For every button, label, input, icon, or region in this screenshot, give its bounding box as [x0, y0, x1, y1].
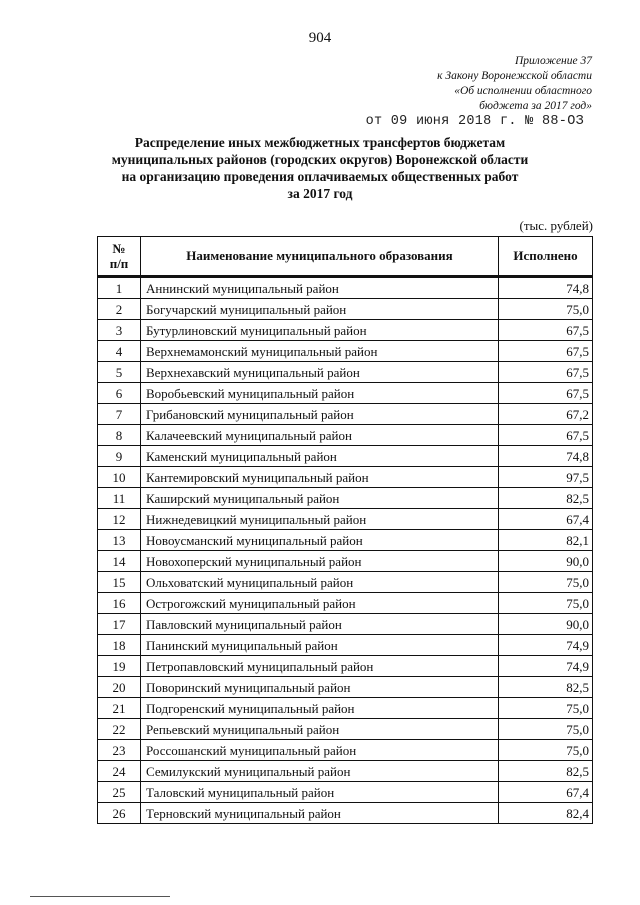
municipality-name: Острогожский муниципальный район	[141, 593, 499, 614]
table-row	[98, 761, 593, 782]
municipality-name: Павловский муниципальный район	[141, 614, 499, 635]
row-number: 1	[98, 277, 141, 299]
row-number: 14	[98, 551, 141, 572]
title-line: Распределение иных межбюджетных трансфертов бюджетам	[134, 135, 506, 150]
table-row	[98, 593, 593, 614]
executed-amount: 67,4	[499, 782, 593, 803]
executed-amount: 67,2	[499, 404, 593, 425]
municipality-name: Ольховатский муниципальный район	[141, 572, 499, 593]
executed-amount: 90,0	[499, 614, 593, 635]
executed-amount: 67,5	[499, 383, 593, 404]
row-number: 24	[98, 761, 141, 782]
executed-amount: 82,5	[499, 677, 593, 698]
row-number: 13	[98, 530, 141, 551]
executed-amount: 67,5	[499, 425, 593, 446]
table-row	[98, 614, 593, 635]
row-number: 9	[98, 446, 141, 467]
municipality-name: Грибановский муниципальный район	[141, 404, 499, 425]
table-row	[98, 488, 593, 509]
header-number-abbr: п/п	[109, 256, 129, 271]
header-name: Наименование муниципального образования	[141, 237, 499, 277]
municipality-name: Каменский муниципальный район	[141, 446, 499, 467]
table-row	[98, 782, 593, 803]
municipality-name: Калачеевский муниципальный район	[141, 425, 499, 446]
row-number: 15	[98, 572, 141, 593]
executed-amount: 67,5	[499, 341, 593, 362]
row-number: 26	[98, 803, 141, 824]
table-row	[98, 425, 593, 446]
executed-amount: 75,0	[499, 593, 593, 614]
row-number: 7	[98, 404, 141, 425]
municipality-name: Нижнедевицкий муниципальный район	[141, 509, 499, 530]
table-row	[98, 677, 593, 698]
municipality-name: Россошанский муниципальный район	[141, 740, 499, 761]
appendix-line: «Об исполнении областного	[454, 85, 592, 97]
row-number: 25	[98, 782, 141, 803]
executed-amount: 82,1	[499, 530, 593, 551]
municipality-name: Богучарский муниципальный район	[141, 299, 499, 320]
row-number: 22	[98, 719, 141, 740]
table-row	[98, 530, 593, 551]
table-row	[98, 551, 593, 572]
appendix-line: бюджета за 2017 год»	[479, 100, 592, 112]
appendix-line: к Закону Воронежской области	[437, 70, 592, 82]
row-number: 8	[98, 425, 141, 446]
municipality-name: Новоусманский муниципальный район	[141, 530, 499, 551]
executed-amount: 97,5	[499, 467, 593, 488]
table-row	[98, 277, 593, 299]
row-number: 3	[98, 320, 141, 341]
table-body	[98, 277, 593, 824]
executed-amount: 74,9	[499, 635, 593, 656]
table-row	[98, 404, 593, 425]
row-number: 11	[98, 488, 141, 509]
executed-amount: 82,4	[499, 803, 593, 824]
table-row	[98, 803, 593, 824]
distribution-table	[97, 236, 593, 824]
municipality-name: Верхнемамонский муниципальный район	[141, 341, 499, 362]
table-row	[98, 656, 593, 677]
appendix-reference	[437, 54, 592, 114]
row-number: 21	[98, 698, 141, 719]
row-number: 19	[98, 656, 141, 677]
title-line: муниципальных районов (городских округов) Воронежской области	[111, 152, 529, 167]
row-number: 20	[98, 677, 141, 698]
document-title	[100, 134, 540, 202]
header-number	[98, 237, 141, 277]
header-row	[98, 237, 593, 277]
executed-amount: 67,5	[499, 320, 593, 341]
table-row	[98, 446, 593, 467]
row-number: 5	[98, 362, 141, 383]
title-line: на организацию проведения оплачиваемых общественных работ	[121, 169, 519, 184]
table-row	[98, 509, 593, 530]
executed-amount: 67,4	[499, 509, 593, 530]
row-number: 2	[98, 299, 141, 320]
executed-amount: 75,0	[499, 740, 593, 761]
executed-amount: 74,8	[499, 446, 593, 467]
appendix-line: Приложение 37	[514, 55, 592, 67]
municipality-name: Петропавловский муниципальный район	[141, 656, 499, 677]
table-row	[98, 341, 593, 362]
executed-amount: 74,9	[499, 656, 593, 677]
table-row	[98, 467, 593, 488]
executed-amount: 82,5	[499, 761, 593, 782]
executed-amount: 75,0	[499, 719, 593, 740]
municipality-name: Кантемировский муниципальный район	[141, 467, 499, 488]
table-row	[98, 635, 593, 656]
table-row	[98, 719, 593, 740]
page-number: 904	[308, 30, 332, 46]
row-number: 4	[98, 341, 141, 362]
row-number: 23	[98, 740, 141, 761]
municipality-name: Семилукский муниципальный район	[141, 761, 499, 782]
table-row	[98, 698, 593, 719]
municipality-name: Репьевский муниципальный район	[141, 719, 499, 740]
municipality-name: Панинский муниципальный район	[141, 635, 499, 656]
municipality-name: Терновский муниципальный район	[141, 803, 499, 824]
header-value: Исполнено	[499, 237, 593, 277]
table-header	[98, 237, 593, 277]
unit-note: (тыс. рублей)	[519, 218, 593, 233]
date-stamp: от 09 июня 2018 г. № 88-ОЗ	[365, 114, 584, 129]
municipality-name: Воробьевский муниципальный район	[141, 383, 499, 404]
municipality-name: Таловский муниципальный район	[141, 782, 499, 803]
title-line: за 2017 год	[287, 186, 353, 201]
table-row	[98, 572, 593, 593]
row-number: 16	[98, 593, 141, 614]
municipality-name: Верхнехавский муниципальный район	[141, 362, 499, 383]
table-row	[98, 383, 593, 404]
municipality-name: Подгоренский муниципальный район	[141, 698, 499, 719]
row-number: 6	[98, 383, 141, 404]
row-number: 10	[98, 467, 141, 488]
row-number: 12	[98, 509, 141, 530]
municipality-name: Бутурлиновский муниципальный район	[141, 320, 499, 341]
table-row	[98, 362, 593, 383]
executed-amount: 75,0	[499, 572, 593, 593]
executed-amount: 75,0	[499, 299, 593, 320]
executed-amount: 67,5	[499, 362, 593, 383]
row-number: 17	[98, 614, 141, 635]
executed-amount: 82,5	[499, 488, 593, 509]
municipality-name: Аннинский муниципальный район	[141, 277, 499, 299]
row-number: 18	[98, 635, 141, 656]
municipality-name: Каширский муниципальный район	[141, 488, 499, 509]
header-number-sign: №	[112, 241, 126, 256]
executed-amount: 90,0	[499, 551, 593, 572]
table-row	[98, 320, 593, 341]
table-row	[98, 740, 593, 761]
table-row	[98, 299, 593, 320]
executed-amount: 75,0	[499, 698, 593, 719]
footer-divider	[30, 896, 170, 897]
municipality-name: Поворинский муниципальный район	[141, 677, 499, 698]
executed-amount: 74,8	[499, 277, 593, 299]
municipality-name: Новохоперский муниципальный район	[141, 551, 499, 572]
